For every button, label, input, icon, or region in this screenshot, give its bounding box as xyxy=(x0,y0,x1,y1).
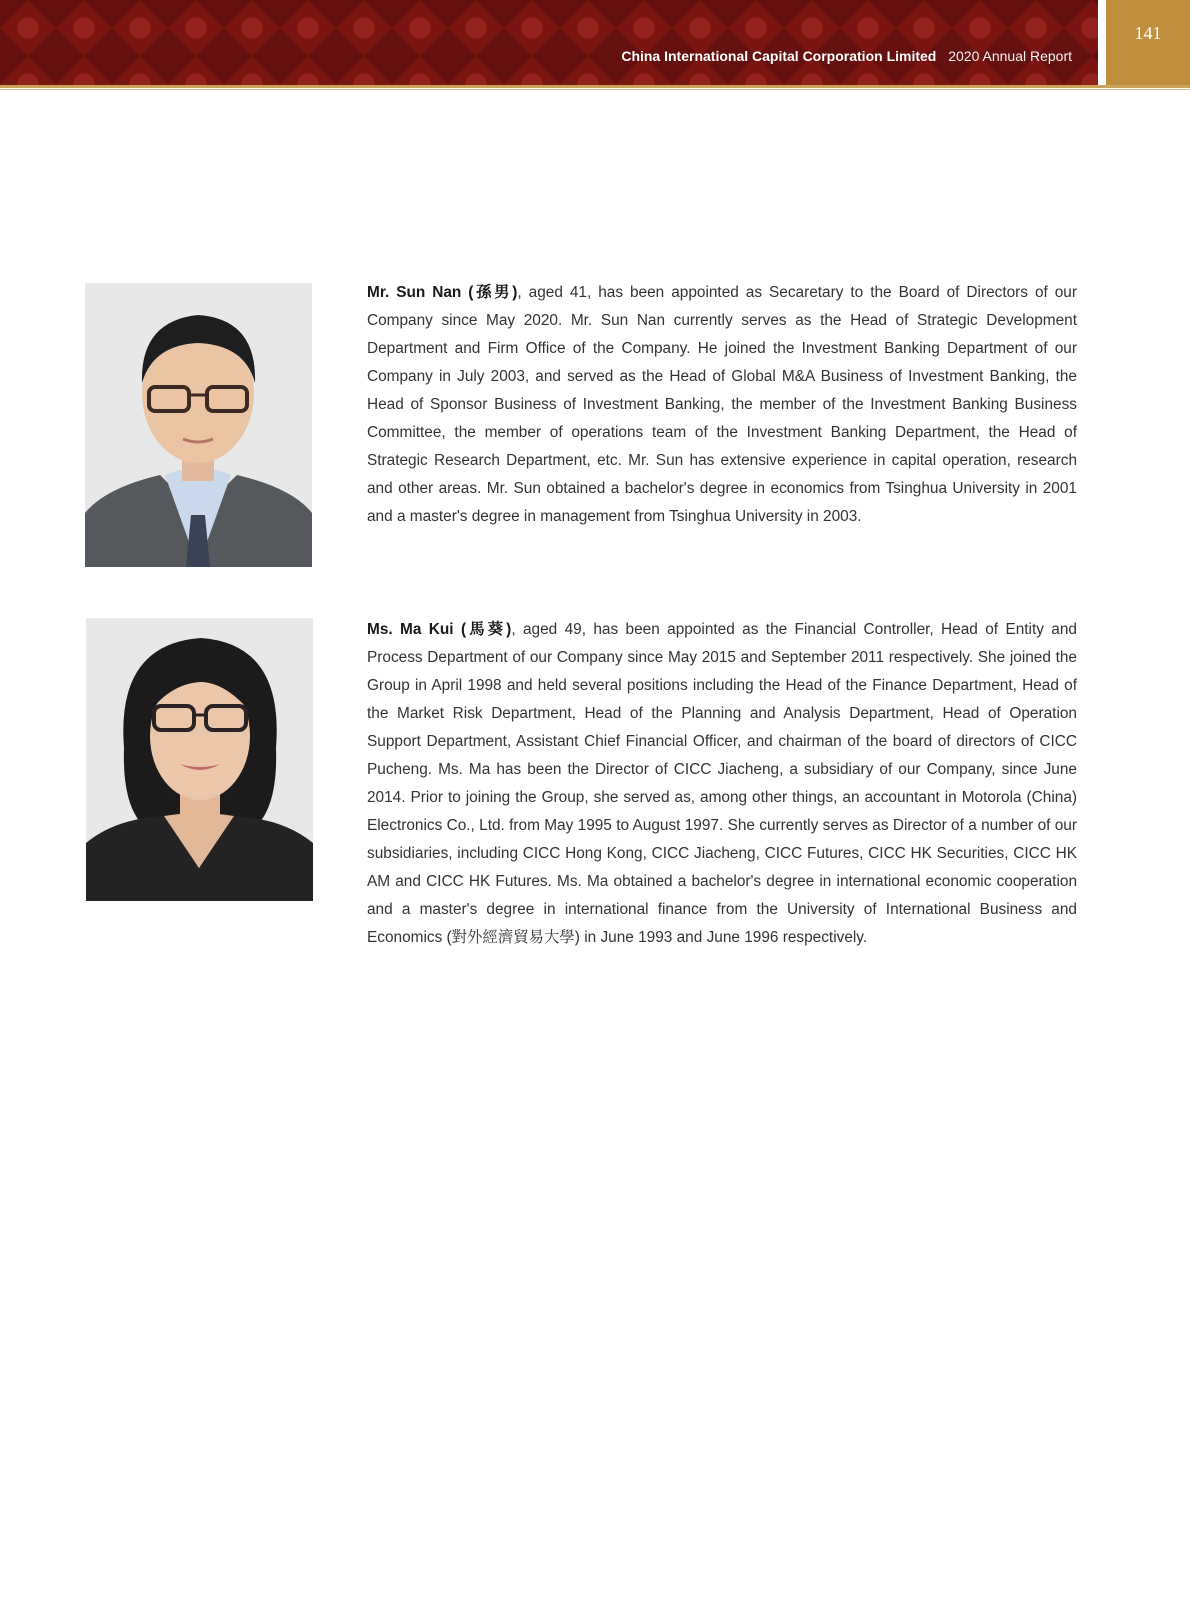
profile-name-1: Mr. Sun Nan (孫男) xyxy=(367,284,518,301)
header-banner xyxy=(0,0,1098,85)
profile-name-2: Ms. Ma Kui (馬葵) xyxy=(367,621,512,638)
page-number-tab xyxy=(1106,0,1190,86)
portrait-photo-1 xyxy=(85,283,312,567)
profile-bio-1 xyxy=(367,279,1077,531)
company-name: China International Capital Corporation Limited xyxy=(621,48,937,64)
report-name: 2020 Annual Report xyxy=(948,48,1072,64)
header-rule-thin xyxy=(0,89,1190,90)
page-number: 141 xyxy=(1134,23,1162,43)
header-separator xyxy=(1099,0,1106,86)
portrait-photo-2 xyxy=(86,618,313,901)
profile-bio-2 xyxy=(367,616,1077,952)
header-title xyxy=(621,48,1072,64)
profile-text-1: , aged 41, has been appointed as Secaretary to the Board of Directors of our Company since May 2020. Mr. Sun Nan currently serves as the Head of Strategic Development Department and Firm Office of the Company. He joined the Investment Banking Department of our Company in July 2003, and served as the Head of Global M&A Business of Investment Banking, the Head of Sponsor Business of Investment Banking, the member of the Investment Banking Business Committee, the member of operations team of the Investment Banking Department, the Head of Strategic Research Department, etc. Mr. Sun has extensive experience in capital operation, research and other areas. Mr. Sun obtained a bachelor's degree in economics from Tsinghua University in 2001 and a master's degree in management from Tsinghua University in 2003. xyxy=(367,284,1077,525)
header-rule xyxy=(0,85,1190,88)
profile-text-2: , aged 49, has been appointed as the Financial Controller, Head of Entity and Process Department of our Company since May 2015 and September 2011 respectively. She joined the Group in April 1998 and held several positions including the Head of the Finance Department, Head of the Market Risk Department, Head of the Planning and Analysis Department, Head of Operation Support Department, Assistant Chief Financial Officer, and chairman of the board of directors of CICC Pucheng. Ms. Ma has been the Director of CICC Jiacheng, a subsidiary of our Company, since June 2014. Prior to joining the Group, she served as, among other things, an accountant in Motorola (China) Electronics Co., Ltd. from May 1995 to August 1997. She currently serves as Director of a number of our subsidiaries, including CICC Hong Kong, CICC Jiacheng, CICC Futures, CICC HK Securities, CICC HK AM and CICC HK Futures. Ms. Ma obtained a bachelor's degree in international economic cooperation and a master's degree in international finance from the University of International Business and Economics (對外經濟貿易大學) in June 1993 and June 1996 respectively. xyxy=(367,621,1077,946)
